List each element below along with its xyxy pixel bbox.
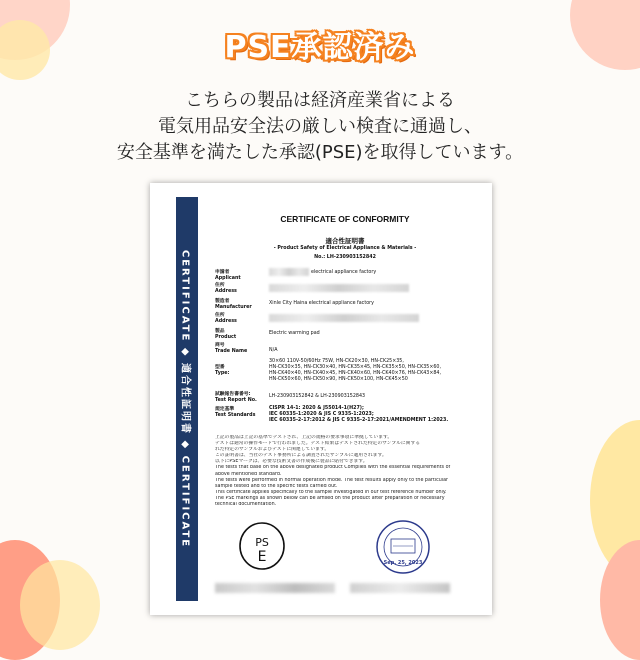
value-trade-name: N/A xyxy=(269,348,278,353)
field-manufacturer: 製造者 Manufacturer xyxy=(215,299,252,310)
statement-jp-4: この証明書は、当社のテスト事務所による調査されたサンプルに適用されます。 xyxy=(215,453,387,459)
value-product: Electric warming pad xyxy=(269,331,320,336)
statement-jp-2: テストは通常の操作モードで行われました。テスト結果はテストされた特定のサンプルに関する xyxy=(215,441,421,447)
certificate-title: CERTIFICATE OF CONFORMITY xyxy=(280,214,410,224)
value-type-2: HN-CK30×35, HN-CK30×40, HN-CK35×45, HN-CK35×50, HN-CK35×60, xyxy=(269,365,441,370)
field-test-report: 試験報告書番号: Test Report No. xyxy=(215,392,257,403)
statement-en-5: This certificate applies specifically to the sample investigated in our test reference number only. xyxy=(215,489,447,495)
decor-blob-bottom-left-yellow xyxy=(20,560,100,650)
statement-jp-1: 上記の製品は上記の基準でテストされ、上記の規格の要求事項に準拠しています。 xyxy=(215,435,393,440)
value-type-3: HN-CK40×40, HN-CK40×45, HN-CK40×60, HN-CK40×76, HN-CK43×84, xyxy=(269,371,441,376)
certificate-subtitle: - Product Safety of Electrical Appliance & Materials - xyxy=(273,246,417,251)
pse-mark-text-e: E xyxy=(257,549,267,565)
stamp-date: Sep. 25, 2023 xyxy=(383,560,423,566)
field-trade-name: 商号 Trade Name xyxy=(215,343,248,354)
field-address: 住所 Address xyxy=(215,283,237,294)
value-standard-2: IEC 60335-1:2020 & JIS C 9335-1:2023; xyxy=(269,412,374,417)
redacted-signature-right xyxy=(350,583,450,593)
pse-mark-icon xyxy=(237,521,287,571)
statement-en-1: The tests that base on the above designated product Complies with the essential requirements of xyxy=(215,465,451,471)
certificate-document xyxy=(150,183,492,615)
value-standard-1: CISPR 14-1: 2020 & J55014-1(H27); xyxy=(269,406,364,411)
value-manufacturer: Xinle City Haina electrical appliance factory xyxy=(269,301,374,306)
field-address-2: 住所 Address xyxy=(215,313,237,324)
redacted-address-2 xyxy=(269,314,419,322)
redacted-applicant-name xyxy=(269,268,309,276)
value-type-1: 30×60 110V-50/60Hz 75W, HN-CK20×30, HN-CK25×35, xyxy=(269,359,404,364)
value-type-4: HN-CK50×60, HN-CK50×90, HN-CK50×100, HN-CK45×50 xyxy=(269,377,408,382)
intro-line-1: こちらの製品は経済産業省による xyxy=(185,90,455,111)
intro-line-3: 安全基準を満たした承認(PSE)を取得しています。 xyxy=(116,142,524,163)
statement-jp-5: 以下にPSEマークは、必要な技術文書の作成後に製品に貼付できます。 xyxy=(215,459,368,465)
certificate-band-text: CERTIFICATE ◆ 適合性証明書 ◆ CERTIFICATE xyxy=(179,249,191,549)
field-product: 製品 Product xyxy=(215,329,237,340)
pse-mark-text-ps: PS xyxy=(255,536,269,549)
redacted-address xyxy=(269,284,409,292)
page-title: PSE承認済み xyxy=(224,30,416,65)
value-standard-3: IEC 60335-2-17:2012 & JIS C 9335-2-17:2021/AMENDMENT 1:2023. xyxy=(269,418,449,423)
statement-en-7: technical documentation. xyxy=(215,502,277,508)
intro-line-2: 電気用品安全法の厳しい検査に通過し、 xyxy=(158,116,482,137)
intro-text xyxy=(0,88,640,166)
statement-jp-3: れた特定のサンプルおよびテストに関連しています。 xyxy=(215,447,330,453)
value-applicant: electrical appliance factory xyxy=(311,270,377,275)
statement-en-2: above mentioned standard. xyxy=(215,471,282,477)
certificate-statements xyxy=(215,435,477,508)
value-test-report: LH-230903152842 & LH-230903152843 xyxy=(269,394,366,399)
statement-en-6: The PSE markings as shown below can be affixed on the product after preparation of necessary xyxy=(215,495,445,501)
field-test-standards: 規定基準 Test Standards xyxy=(215,407,256,418)
statement-en-4: sample tested and to the specific tests carried out. xyxy=(215,483,338,489)
header xyxy=(0,22,640,66)
certificate-title-jp: 適合性証明書 xyxy=(325,237,365,245)
inspection-stamp-icon xyxy=(375,519,431,575)
field-applicant: 申請者 Applicant xyxy=(215,270,241,281)
redacted-signature-left xyxy=(215,583,335,593)
statement-en-3: The tests were performed in normal operation mode. The test results apply only to the particular xyxy=(215,477,449,483)
field-type: 型番 Type: xyxy=(215,365,230,376)
certificate-number: No.: LH-230903152842 xyxy=(314,255,376,260)
